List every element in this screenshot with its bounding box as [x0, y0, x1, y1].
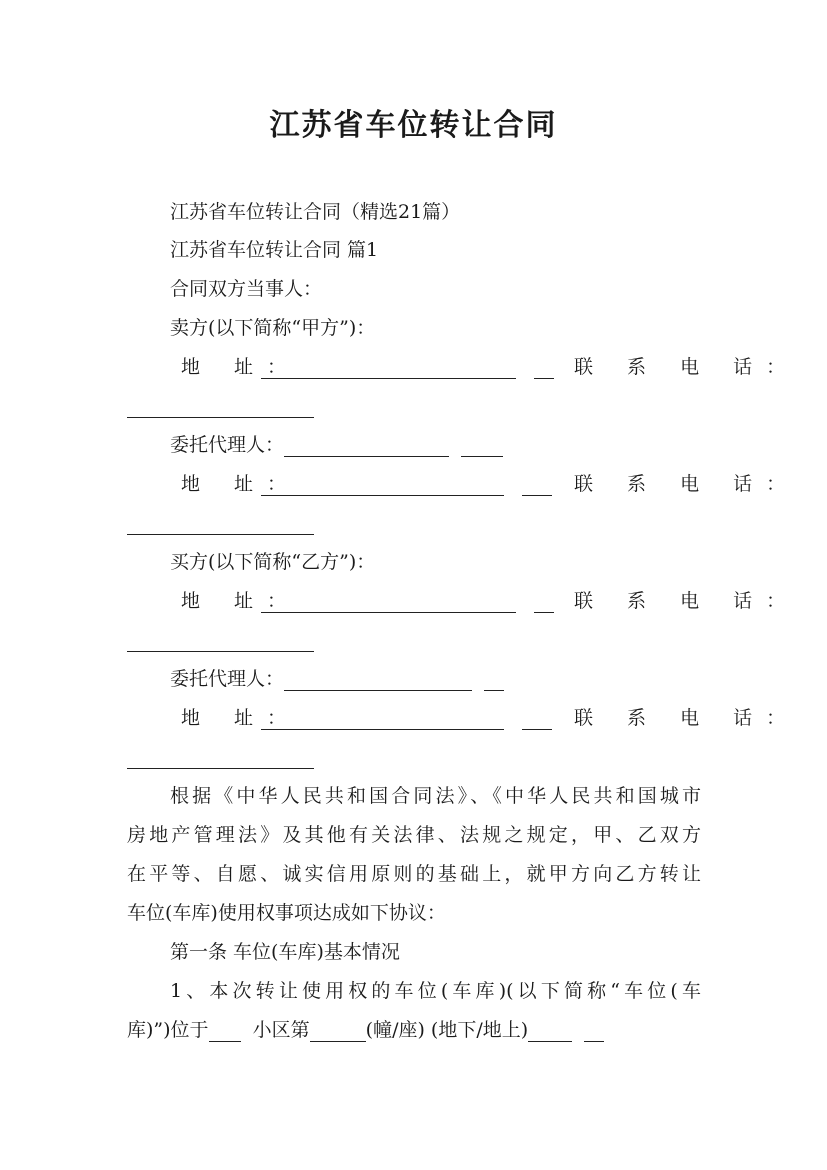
buyer-agent-phone-label: 联 系 电 话： — [574, 707, 800, 729]
seller-label: 卖方(以下简称“甲方”)： — [170, 317, 376, 339]
document-title: 江苏省车位转让合同 — [269, 108, 558, 143]
buyer-phone-blank — [127, 628, 314, 652]
parties-heading: 合同双方当事人： — [170, 278, 323, 300]
buyer-agent-phone-blank — [127, 745, 314, 769]
buyer-agent-line: 委托代理人： — [170, 667, 504, 691]
subtitle: 江苏省车位转让合同（精选21篇） — [170, 201, 461, 223]
buyer-address-blank — [261, 589, 554, 613]
seller-agent-phone-blank — [127, 511, 314, 535]
paragraph-line-1: 根据《中华人民共和国合同法》、《中华人民共和国城市 — [170, 785, 701, 807]
seller-agent-line: 委托代理人： — [170, 433, 503, 457]
buyer-phone-label: 联 系 电 话： — [574, 590, 800, 612]
seller-phone-label: 联 系 电 话： — [574, 356, 800, 378]
seller-agent-address-label: 地 址： — [181, 473, 301, 495]
seller-phone-blank — [127, 394, 314, 418]
buyer-agent-address-label: 地 址： — [181, 707, 301, 729]
buyer-label: 买方(以下简称“乙方”)： — [170, 551, 376, 573]
seller-agent-address-blank — [261, 472, 552, 496]
section-heading: 江苏省车位转让合同 篇1 — [170, 239, 379, 261]
buyer-agent-address-blank — [261, 706, 552, 730]
seller-address-blank — [261, 355, 554, 379]
seller-agent-phone-label: 联 系 电 话： — [574, 473, 800, 495]
paragraph-line-3: 在平等、自愿、诚实信用原则的基础上，就甲方向乙方转让 — [127, 863, 701, 885]
item-1-line-1: 1、本次转让使用权的车位(车库)(以下简称“车位(车 — [170, 980, 701, 1002]
paragraph-line-2: 房地产管理法》及其他有关法律、法规之规定，甲、乙双方 — [127, 824, 701, 846]
article-1-heading: 第一条 车位(车库)基本情况 — [170, 941, 400, 963]
paragraph-line-4: 车位(车库)使用权事项达成如下协议： — [127, 902, 446, 924]
seller-address-label: 地 址： — [181, 356, 301, 378]
buyer-address-label: 地 址： — [181, 590, 301, 612]
item-1-line-2: 库)”)位于 小区第 (幢/座) (地下/地上) — [127, 1018, 604, 1042]
